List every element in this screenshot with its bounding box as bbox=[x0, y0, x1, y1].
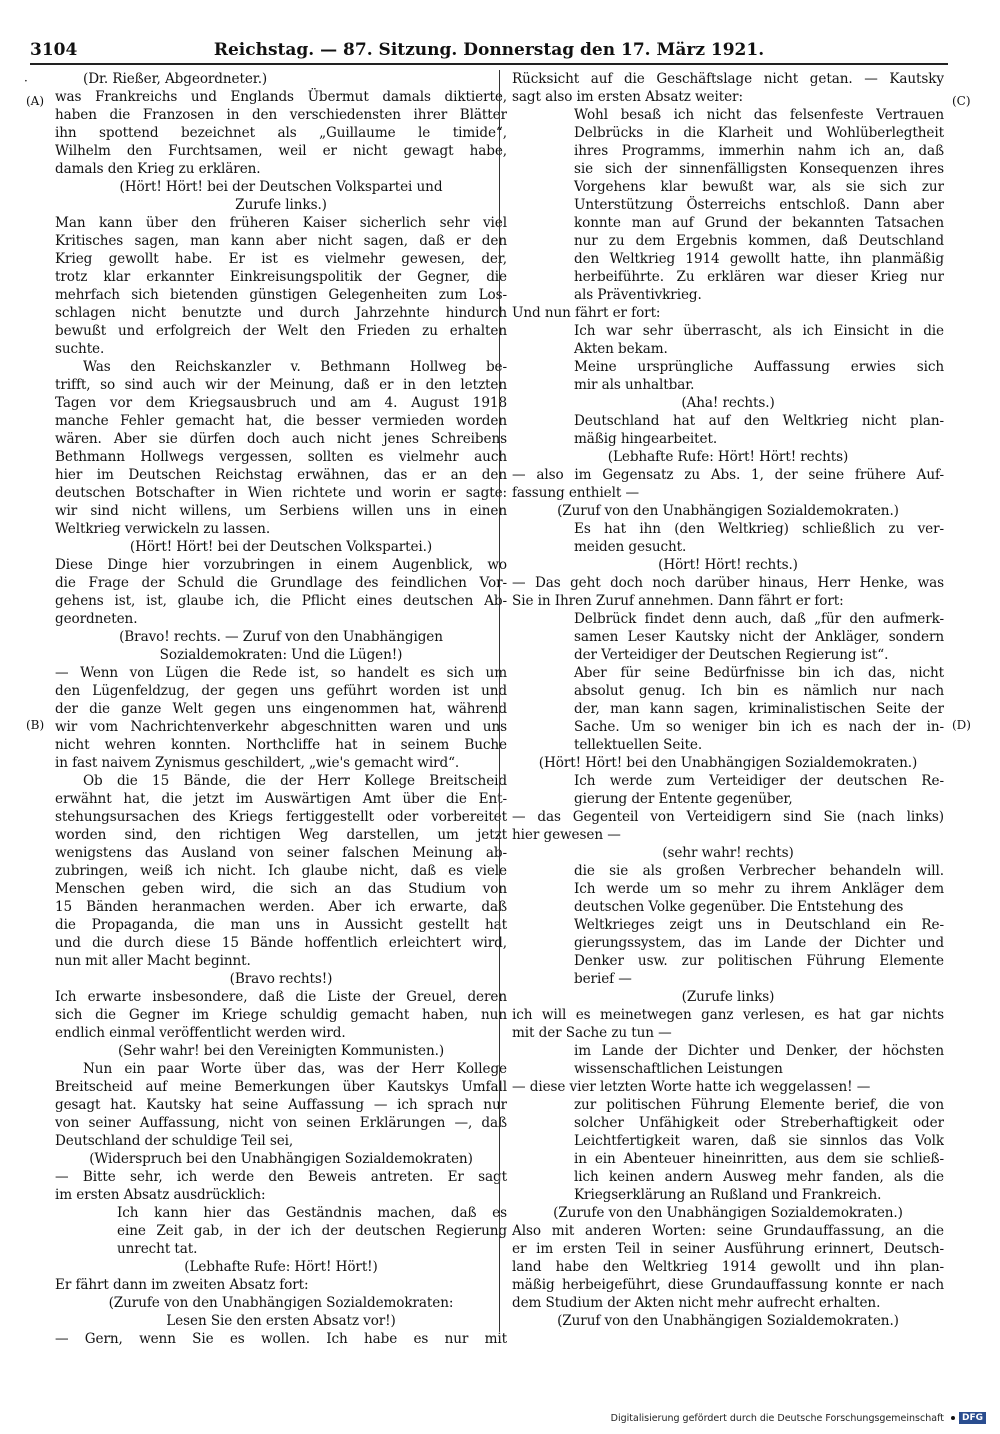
margin-mark-a: (A) bbox=[26, 94, 45, 108]
text-line: (Lebhafte Rufe: Hört! Hört!) bbox=[184, 1259, 378, 1275]
text-line: (Dr. Rießer, Abgeordneter.) bbox=[83, 71, 268, 87]
text-line: Weltkrieg verwickeln zu lassen. bbox=[55, 521, 271, 537]
text-line: meiden gesucht. bbox=[574, 539, 687, 555]
text-line: (Bravo rechts!) bbox=[229, 971, 333, 987]
text-line: hier gewesen — bbox=[512, 827, 621, 843]
text-line: Und nun fährt er fort: bbox=[512, 305, 661, 321]
text-line: der die ganze Welt gegen uns eingenommen hat, während bbox=[55, 701, 507, 717]
margin-mark-c: (C) bbox=[952, 94, 971, 108]
text-line: damals den Krieg zu erklären. bbox=[55, 161, 261, 177]
page-header bbox=[30, 38, 948, 62]
text-line: ihres Programms, immerhin nahm ich an, daß bbox=[574, 143, 944, 159]
text-line: absolut genug. Ich bin es nämlich nur nach bbox=[574, 683, 944, 699]
text-line: Leichtfertigkeit waren, daß sie sinnlos das Volk bbox=[574, 1133, 944, 1149]
text-line: zubringen, weiß ich nicht. Ich glaube nicht, daß es viele bbox=[55, 863, 507, 879]
text-line: Nun ein paar Worte über das, was der Herr Kollege bbox=[83, 1061, 507, 1077]
text-line: Zurufe links.) bbox=[235, 197, 327, 213]
text-line: Sie in Ihren Zuruf annehmen. Dann fährt er fort: bbox=[512, 593, 844, 609]
text-line: Sozialdemokraten: Und die Lügen!) bbox=[159, 647, 403, 663]
text-line: samen Leser Kautsky nicht der Ankläger, sondern bbox=[574, 629, 944, 645]
text-line: (Zurufe links) bbox=[681, 989, 775, 1005]
text-line: — also im Gegensatz zu Abs. 1, der seine frühere Auf- bbox=[512, 467, 944, 483]
text-line: unrecht tat. bbox=[117, 1241, 198, 1257]
text-line: wenigstens das Ausland von seiner falschen Meinung ab- bbox=[55, 845, 507, 861]
text-line: trifft, so sind auch wir der Meinung, daß er in den letzten bbox=[55, 377, 507, 393]
text-line: sich die Gegner im Kriege schuldig gemacht haben, nun bbox=[55, 1007, 507, 1023]
text-line: hier im Deutschen Reichstag erwähnen, das er an den bbox=[55, 467, 507, 483]
text-line: Weltkrieges zeigt uns in Deutschland ein Re- bbox=[574, 917, 944, 933]
text-line: wären. Aber sie dürfen doch auch nicht jenes Schreibens bbox=[55, 431, 507, 447]
text-line: Rücksicht auf die Geschäftslage nicht getan. — Kautsky bbox=[512, 71, 944, 87]
text-line: in fast naivem Zynismus geschildert, „wie's gemacht wird“. bbox=[55, 755, 460, 771]
text-line: nun mit aller Macht beginnt. bbox=[55, 953, 251, 969]
text-line: (Zuruf von den Unabhängigen Sozialdemokraten.) bbox=[557, 1313, 899, 1329]
page-title: Reichstag. — 87. Sitzung. Donnerstag den 17. März 1921. bbox=[213, 40, 765, 60]
text-line: Deutschland der schuldige Teil sei, bbox=[55, 1133, 294, 1149]
text-line: dem Studium der Akten nicht mehr aufrecht erhalten. bbox=[512, 1295, 881, 1311]
dfg-logo: DFG bbox=[959, 1412, 986, 1424]
text-line: Ich werde um so mehr zu ihrem Ankläger dem bbox=[574, 881, 944, 897]
text-line: gierung der Entente gegenüber, bbox=[574, 791, 793, 807]
text-line: (Hört! Hört! bei der Deutschen Volkspartei und bbox=[119, 179, 443, 195]
text-line: ihn spottend bezeichnet als „Guillaume le timide“, bbox=[55, 125, 507, 141]
text-line: sagt also im ersten Absatz weiter: bbox=[512, 89, 743, 105]
text-line: Aber für seine Bedürfnisse bin ich das, nicht bbox=[574, 665, 944, 681]
text-line: Akten bekam. bbox=[574, 341, 668, 357]
text-line: Deutschland hat auf den Weltkrieg nicht plan- bbox=[574, 413, 944, 429]
text-line: fassung enthielt — bbox=[512, 485, 639, 501]
text-line: der Verteidiger der Deutschen Regierung ist“. bbox=[574, 647, 889, 663]
right-column bbox=[512, 70, 944, 1330]
text-line: im ersten Absatz ausdrücklich: bbox=[55, 1187, 266, 1203]
text-line: Kriegserklärung an Rußland und Frankreich. bbox=[574, 1187, 882, 1203]
text-line: Er fährt dann im zweiten Absatz fort: bbox=[55, 1277, 309, 1293]
text-line: tellektuellen Seite. bbox=[574, 737, 703, 753]
text-line: (Hört! Hört! rechts.) bbox=[658, 557, 798, 573]
text-line: Was den Reichskanzler v. Bethmann Hollweg be- bbox=[83, 359, 507, 375]
text-line: in ein Abenteuer hineinritten, aus dem sie schließ- bbox=[574, 1151, 944, 1167]
margin-mark-small: · bbox=[24, 74, 28, 88]
text-line: Ob die 15 Bände, die der Herr Kollege Breitscheid bbox=[83, 773, 507, 789]
left-column bbox=[55, 70, 507, 1348]
text-line: was Frankreichs und Englands Übermut damals diktierte, bbox=[55, 89, 507, 105]
text-line: — diese vier letzten Worte hatte ich weggelassen! — bbox=[512, 1079, 871, 1095]
text-line: Tagen vor dem Kriegsausbruch und am 4. August 1918 bbox=[55, 395, 507, 411]
text-line: eine Zeit gab, in der ich der deutschen Regierung bbox=[117, 1223, 507, 1239]
text-line: geordneten. bbox=[55, 611, 138, 627]
text-line: deutschen Botschafter in Wien richtete und worin er sagte: bbox=[55, 485, 507, 501]
text-line: (Lebhafte Rufe: Hört! Hört! rechts) bbox=[607, 449, 849, 465]
text-line: Delbrück findet denn auch, daß „für den aufmerk- bbox=[574, 611, 944, 627]
text-line: Delbrücks in die Klarheit und Wohlüberlegtheit bbox=[574, 125, 944, 141]
text-line: Meine ursprüngliche Auffassung erwies sich bbox=[574, 359, 944, 375]
text-line: Kritisches sagen, man kann aber nicht sagen, daß er den bbox=[55, 233, 507, 249]
text-line: wissenschaftlichen Leistungen bbox=[574, 1061, 783, 1077]
text-line: der, man kann sagen, kriminalistischen Seite der bbox=[574, 701, 944, 717]
text-line: Unterstützung Österreichs entschloß. Dann aber bbox=[574, 197, 944, 213]
text-line: gesagt hat. Kautsky hat seine Auffassung — ich sprach nur bbox=[55, 1097, 507, 1113]
text-line: und die durch diese 15 Bände hoffentlich erleichtert wird, bbox=[55, 935, 507, 951]
text-line: (Hört! Hört! bei der Deutschen Volkspartei.) bbox=[129, 539, 433, 555]
text-line: als Präventivkrieg. bbox=[574, 287, 702, 303]
text-line: nur zu dem Ergebnis kommen, daß Deutschland bbox=[574, 233, 944, 249]
text-line: den Lügenfeldzug, der gegen uns geführt worden ist und bbox=[55, 683, 507, 699]
text-line: land habe den Weltkrieg 1914 gewollt und ihn plan- bbox=[512, 1259, 944, 1275]
text-line: Diese Dinge hier vorzubringen in einem Augenblick, wo bbox=[55, 557, 507, 573]
text-line: suchte. bbox=[55, 341, 105, 357]
text-line: herbeiführte. Zu erklären war dieser Krieg nur bbox=[574, 269, 944, 285]
text-line: Also mit anderen Worten: seine Grundauffassung, an die bbox=[512, 1223, 944, 1239]
text-line: mehrfach sich bietenden günstigen Gelegenheiten zum Los- bbox=[55, 287, 507, 303]
text-line: wir vom Nachrichtenverkehr abgeschnitten waren und uns bbox=[55, 719, 507, 735]
page-number: 3104 bbox=[30, 40, 78, 60]
header-rule bbox=[30, 63, 948, 65]
text-line: Ich werde zum Verteidiger der deutschen Re- bbox=[574, 773, 944, 789]
text-line: den Weltkrieg 1914 gewollt hatte, ihn planmäßig bbox=[574, 251, 944, 267]
text-line: Krieg gewollt habe. Er ist es vielmehr gewesen, der, bbox=[55, 251, 507, 267]
text-line: (Zurufe von den Unabhängigen Sozialdemokraten: bbox=[108, 1295, 454, 1311]
text-line: ich will es meinetwegen ganz verlesen, es hat gar nichts bbox=[512, 1007, 944, 1023]
text-line: gierungssystem, das im Lande der Dichter und bbox=[574, 935, 944, 951]
text-line: (Aha! rechts.) bbox=[681, 395, 775, 411]
text-line: — Wenn von Lügen die Rede ist, so handelt es sich um bbox=[55, 665, 507, 681]
text-line: Lesen Sie den ersten Absatz vor!) bbox=[166, 1313, 396, 1329]
text-line: (sehr wahr! rechts) bbox=[662, 845, 794, 861]
text-line: im Lande der Dichter und Denker, der höchsten bbox=[574, 1043, 944, 1059]
text-line: wir sind nicht willens, um Serbiens willen uns in einen bbox=[55, 503, 507, 519]
column-divider bbox=[499, 70, 500, 1332]
text-line: von seiner Auffassung, nicht von seinen Erklärungen —, daß bbox=[55, 1115, 507, 1131]
text-line: (Hört! Hört! bei den Unabhängigen Sozialdemokraten.) bbox=[538, 755, 918, 771]
text-line: solcher Unfähigkeit oder Streberhaftigkeit oder bbox=[574, 1115, 944, 1131]
text-line: (Zuruf von den Unabhängigen Sozialdemokraten.) bbox=[557, 503, 899, 519]
text-line: 15 Bänden heranmachen werden. Aber ich erwarte, daß bbox=[55, 899, 507, 915]
footer-text: Digitalisierung gefördert durch die Deutsche Forschungsgemeinschaft bbox=[610, 1412, 944, 1424]
margin-mark-b: (B) bbox=[26, 718, 45, 732]
text-line: erwähnt hat, die jetzt im Auswärtigen Amt über die Ent- bbox=[55, 791, 507, 807]
text-line: endlich einmal veröffentlicht werden wird. bbox=[55, 1025, 346, 1041]
text-line: bewußt und erfolgreich der Welt den Frieden zu erhalten bbox=[55, 323, 507, 339]
text-line: nicht wehren konnten. Northcliffe hat in seinem Buche bbox=[55, 737, 507, 753]
text-line: Ich erwarte insbesondere, daß die Liste der Greuel, deren bbox=[55, 989, 507, 1005]
text-line: — Bitte sehr, ich werde den Beweis antreten. Er sagt bbox=[55, 1169, 507, 1185]
text-line: stehungsursachen des Kriegs fertiggestellt oder vorbereitet bbox=[55, 809, 507, 825]
text-line: konnte man auf Grund der bekannten Tatsachen bbox=[574, 215, 944, 231]
text-line: berief — bbox=[574, 971, 632, 987]
text-line: mir als unhaltbar. bbox=[574, 377, 695, 393]
bullet-icon bbox=[951, 1416, 955, 1420]
text-line: worden sind, den richtigen Weg darstellen, um jetzt bbox=[55, 827, 507, 843]
text-line: mäßig herbeigeführt, diese Grundauffassung konnte er nach bbox=[512, 1277, 944, 1293]
text-line: manche Fehler gemacht hat, die besser vermieden worden bbox=[55, 413, 507, 429]
text-line: die sie als großen Verbrecher behandeln will. bbox=[574, 863, 944, 879]
text-line: Sache. Um so weniger bin ich es nach der in- bbox=[574, 719, 944, 735]
text-line: Wilhelm den Furchtsamen, weil er nicht gewagt habe, bbox=[55, 143, 507, 159]
text-line: Vorgehens klar bewußt war, als sie sich zur bbox=[574, 179, 944, 195]
text-line: Ich war sehr überrascht, als ich Einsicht in die bbox=[574, 323, 944, 339]
text-line: (Bravo! rechts. — Zuruf von den Unabhängigen bbox=[119, 629, 443, 645]
text-line: trotz klar erkannter Einkreisungspolitik der Gegner, die bbox=[55, 269, 507, 285]
footer bbox=[611, 1412, 986, 1424]
text-line: Bethmann Hollwegs vergessen, sollten es vielmehr auch bbox=[55, 449, 507, 465]
text-line: er im ersten Teil in seiner Ausführung erinnert, Deutsch- bbox=[512, 1241, 944, 1257]
text-line: gehens ist, ist, glaube ich, die Pflicht eines deutschen Ab- bbox=[55, 593, 507, 609]
text-line: (Zurufe von den Unabhängigen Sozialdemokraten.) bbox=[553, 1205, 903, 1221]
text-line: — das Gegenteil von Verteidigern sind Sie (nach links) bbox=[512, 809, 944, 825]
text-line: (Sehr wahr! bei den Vereinigten Kommunisten.) bbox=[117, 1043, 445, 1059]
text-line: die Propaganda, die man uns in Aussicht gestellt hat bbox=[55, 917, 507, 933]
text-line: Menschen geben wird, die sich an das Studium von bbox=[55, 881, 507, 897]
text-line: mäßig hingearbeitet. bbox=[574, 431, 718, 447]
text-line: — Das geht doch noch darüber hinaus, Herr Henke, was bbox=[512, 575, 944, 591]
text-line: mit der Sache zu tun — bbox=[512, 1025, 672, 1041]
text-line: die Frage der Schuld die Grundlage des feindlichen Vor- bbox=[55, 575, 507, 591]
text-line: haben die Franzosen in den verschiedensten ihrer Blätter bbox=[55, 107, 507, 123]
text-line: lich keinen andern Ausweg mehr fanden, als die bbox=[574, 1169, 944, 1185]
text-line: Denker usw. zur politischen Führung Elemente bbox=[574, 953, 944, 969]
text-line: deutschen Volke gegenüber. Die Entstehung des bbox=[574, 899, 904, 915]
margin-mark-d: (D) bbox=[952, 718, 971, 732]
text-line: — Gern, wenn Sie es wollen. Ich habe es nur mit bbox=[55, 1331, 507, 1347]
text-line: (Widerspruch bei den Unabhängigen Sozialdemokraten) bbox=[89, 1151, 473, 1167]
text-line: Man kann über den früheren Kaiser sicherlich sehr viel bbox=[55, 215, 507, 231]
text-line: schlagen nicht benutzte und durch Jahrzehnte hindurch bbox=[55, 305, 507, 321]
text-line: zur politischen Führung Elemente berief, die von bbox=[574, 1097, 944, 1113]
text-line: Ich kann hier das Geständnis machen, daß es bbox=[117, 1205, 507, 1221]
text-line: sie sich der sinnenfälligsten Konsequenzen ihres bbox=[574, 161, 944, 177]
text-line: Es hat ihn (den Weltkrieg) schließlich zu ver- bbox=[574, 521, 944, 537]
text-line: Wohl besaß ich nicht das felsenfeste Vertrauen bbox=[574, 107, 944, 123]
text-line: Breitscheid auf meine Bemerkungen über Kautskys Umfall bbox=[55, 1079, 507, 1095]
